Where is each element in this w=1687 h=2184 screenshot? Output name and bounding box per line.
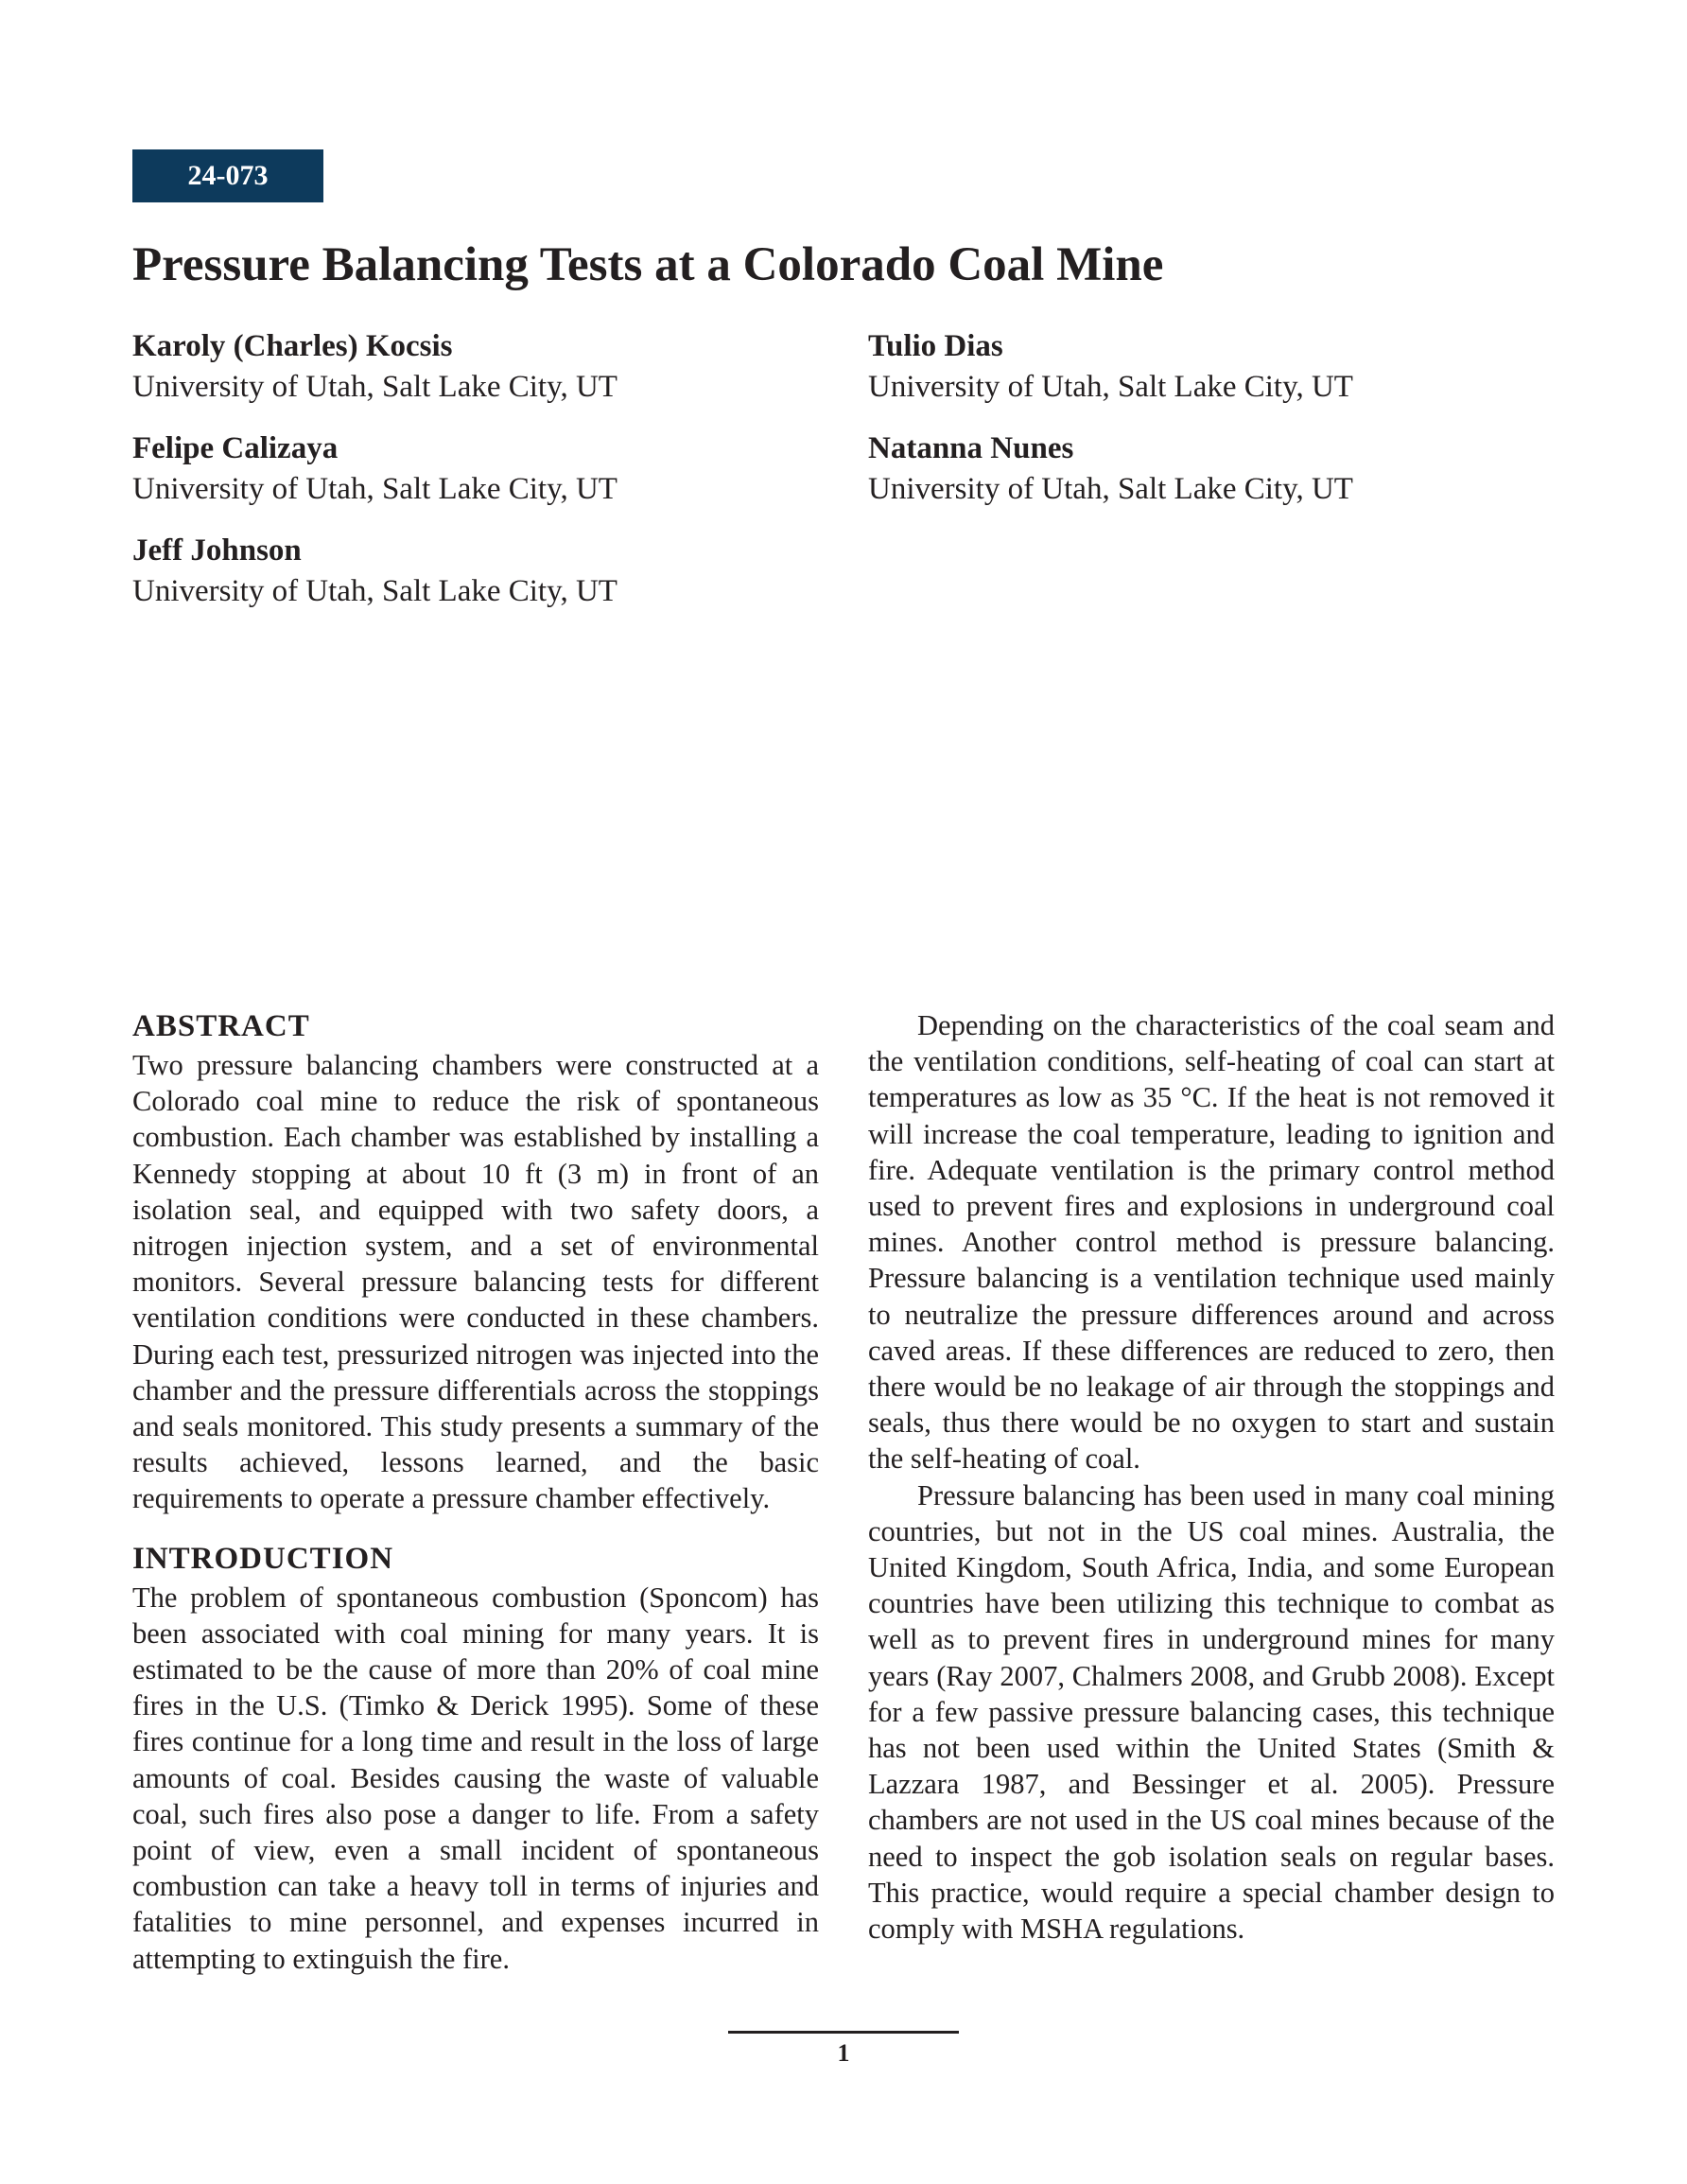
paper-id-badge: 24-073 [132,149,323,202]
author-name: Natanna Nunes [868,431,1074,465]
left-column [132,1007,819,1977]
author-block [132,531,813,612]
author-name: Jeff Johnson [132,533,302,568]
author-affiliation: University of Utah, Salt Lake City, UT [868,370,1353,404]
right-column [868,1007,1555,1947]
abstract-text: Two pressure balancing chambers were constructed at a Colorado coal mine to reduce the risk of spontaneous combustion. Each chamber was established by installing a Kennedy stopping at about 10 ft (3 m) in front of an isolation seal, and equipped with two safety doors, a nitrogen injection system, and a set of environmental monitors. Several pressure balancing tests for different ventilation conditions were conducted in these chambers. During each test, pressurized nitrogen was injected into the chamber and the pressure differentials across the stoppings and seals monitored. This study presents a summary of the results achieved, lessons learned, and the basic requirements to operate a pressure chamber effectively. [132,1049,819,1515]
author-name: Tulio Dias [868,329,1003,363]
author-block [132,428,813,510]
abstract-heading: ABSTRACT [132,1009,310,1043]
author-name: Karoly (Charles) Kocsis [132,329,453,363]
author-name: Felipe Calizaya [132,431,339,465]
author-block [868,326,1549,408]
author-affiliation: University of Utah, Salt Lake City, UT [132,472,617,506]
author-affiliation: University of Utah, Salt Lake City, UT [132,370,617,404]
introduction-heading: INTRODUCTION [132,1541,394,1576]
paper-title: Pressure Balancing Tests at a Colorado Coal Mine [132,238,1164,291]
intro-paragraph: The problem of spontaneous combustion (Sponcom) has been associated with coal mining for many years. It is estimated to be the cause of more than 20% of coal mine fires in the U.S. (Timko & Derick 1995). Some of these fires continue for a long time and result in the loss of large amounts of coal. Besides causing the waste of valuable coal, such fires also pose a danger to life. From a safety point of view, even a small incident of spontaneous combustion can take a heavy toll in terms of injuries and fatalities to mine personnel, and expenses incurred in attempting to extinguish the fire. [132,1581,819,1975]
author-affiliation: University of Utah, Salt Lake City, UT [132,574,617,608]
intro-paragraph: Pressure balancing has been used in many coal mining countries, but not in the US coal mines. Australia, the United Kingdom, South Africa, India, and some European countries have been utilizing this technique to combat as well as to prevent fires in underground mines for many years (Ray 2007, Chalmers 2008, and Grubb 2008). Except for a few passive pressure balancing cases, this technique has not been used within the United States (Smith & Lazzara 1987, and Bessinger et al. 2005). Pressure chambers are not used in the US coal mines because of the need to inspect the gob isolation seals on regular bases. This practice, would require a special chamber design to comply with MSHA regulations. [868,1478,1555,1946]
page-number: 1 [837,2039,850,2067]
author-block [868,428,1549,510]
intro-paragraph: Depending on the characteristics of the coal seam and the ventilation conditions, self-heating of coal can start at temperatures as low as 35 °C. If the heat is not removed it will increase the coal temperature, leading to ignition and fire. Adequate ventilation is the primary control method used to prevent fires and explosions in underground coal mines. Another control method is pressure balancing. Pressure balancing is a ventilation technique used mainly to neutralize the pressure differences around and across caved areas. If these differences are reduced to zero, then there would be no leakage of air through the stoppings and seals, thus there would be no oxygen to start and sustain the self-heating of coal. [868,1009,1555,1476]
author-block [132,326,813,408]
footer-rule [728,2031,959,2034]
author-affiliation: University of Utah, Salt Lake City, UT [868,472,1353,506]
